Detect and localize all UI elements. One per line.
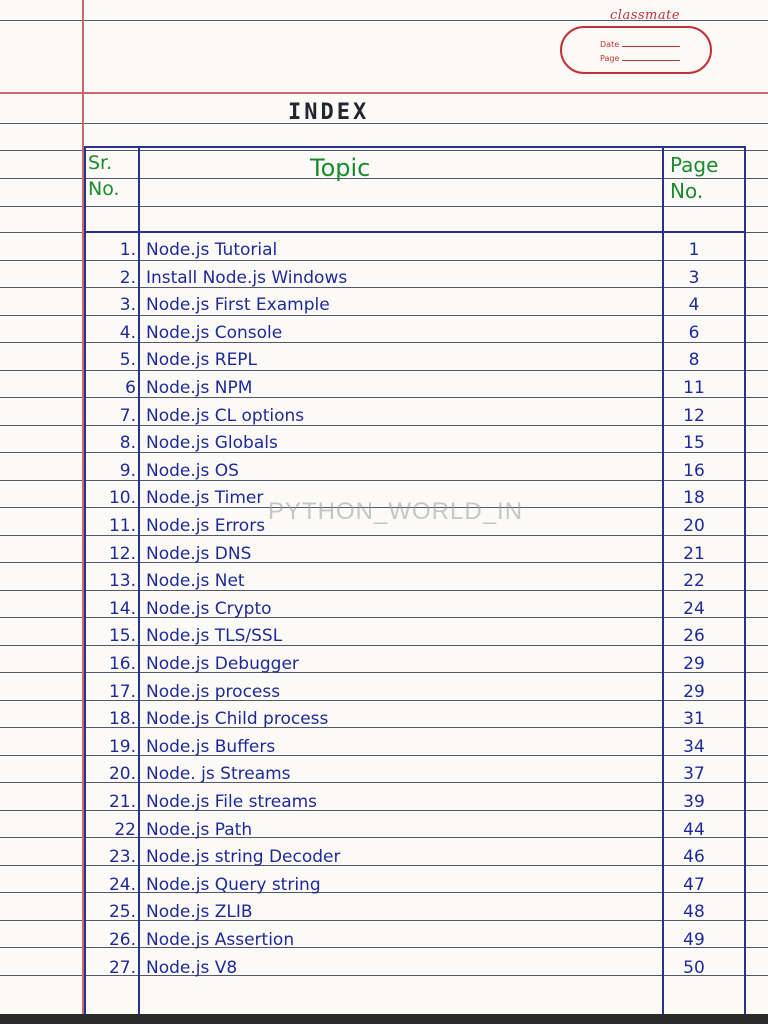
row-number: 22 [114, 820, 136, 840]
row-number: 3. [119, 295, 136, 315]
table-row [0, 595, 768, 622]
row-topic: Node. js Streams [146, 764, 291, 784]
row-page: 15 [683, 433, 705, 453]
table-row [0, 319, 768, 346]
row-number: 6 [125, 378, 136, 398]
table-header-divider [84, 231, 746, 233]
row-topic: Node.js Crypto [146, 599, 272, 619]
row-number: 27. [108, 958, 136, 978]
row-topic: Node.js CL options [146, 406, 305, 426]
row-page: 34 [683, 737, 705, 757]
brand-date-label: Date [600, 40, 620, 49]
table-row [0, 705, 768, 732]
row-page: 37 [683, 764, 705, 784]
brand-name: classmate [610, 8, 681, 23]
row-topic: Node.js Net [146, 571, 245, 591]
row-number: 11. [108, 516, 136, 536]
row-topic: Node.js Assertion [146, 930, 295, 950]
table-row [0, 816, 768, 843]
table-row [0, 843, 768, 870]
header-serial-line2: No. [88, 178, 120, 200]
header-serial-line1: Sr. [88, 152, 113, 174]
row-page: 50 [683, 958, 705, 978]
row-number: 13. [108, 571, 136, 591]
row-number: 16. [108, 654, 136, 674]
row-page: 20 [683, 516, 705, 536]
row-number: 24. [108, 875, 136, 895]
table-row [0, 622, 768, 649]
row-number: 26. [108, 930, 136, 950]
row-number: 9. [119, 461, 136, 481]
row-topic: Node.js string Decoder [146, 847, 341, 867]
row-topic: Node.js First Example [146, 295, 330, 315]
row-topic: Node.js V8 [146, 958, 238, 978]
table-row [0, 264, 768, 291]
row-topic: Node.js Console [146, 323, 283, 343]
row-topic: Node.js REPL [146, 350, 258, 370]
row-number: 1. [119, 240, 136, 260]
ruled-line [0, 123, 768, 124]
row-number: 25. [108, 902, 136, 922]
row-topic: Node.js Errors [146, 516, 266, 536]
row-number: 19. [108, 737, 136, 757]
page-bottom-edge [0, 1014, 768, 1024]
page-title: INDEX [288, 100, 370, 125]
row-number: 5. [119, 350, 136, 370]
row-topic: Node.js OS [146, 461, 239, 481]
header-serial-number [88, 150, 120, 202]
row-page: 44 [683, 820, 705, 840]
row-topic: Node.js Path [146, 820, 253, 840]
row-page: 12 [683, 406, 705, 426]
row-topic: Install Node.js Windows [146, 268, 348, 288]
row-topic: Node.js Query string [146, 875, 321, 895]
row-page: 4 [688, 295, 700, 315]
row-number: 23. [108, 847, 136, 867]
row-number: 17. [108, 682, 136, 702]
header-page-line1: Page [670, 153, 719, 177]
table-row [0, 374, 768, 401]
row-number: 18. [108, 709, 136, 729]
table-row [0, 650, 768, 677]
top-margin-line [0, 92, 768, 94]
row-page: 49 [683, 930, 705, 950]
ruled-line [0, 206, 768, 207]
row-page: 48 [683, 902, 705, 922]
row-number: 4. [119, 323, 136, 343]
row-page: 29 [683, 682, 705, 702]
row-page: 11 [683, 378, 705, 398]
row-topic: Node.js TLS/SSL [146, 626, 283, 646]
table-row [0, 567, 768, 594]
row-number: 12. [108, 544, 136, 564]
row-page: 18 [683, 488, 705, 508]
row-number: 21. [108, 792, 136, 812]
row-topic: Node.js NPM [146, 378, 253, 398]
table-row [0, 402, 768, 429]
row-topic: Node.js File streams [146, 792, 318, 812]
row-topic: Node.js Globals [146, 433, 278, 453]
row-topic: Node.js Buffers [146, 737, 276, 757]
row-page: 39 [683, 792, 705, 812]
classmate-logo [556, 6, 726, 76]
row-topic: Node.js process [146, 682, 281, 702]
header-page-line2: No. [670, 179, 704, 203]
watermark: PYTHON_WORLD_IN [268, 498, 524, 525]
table-row [0, 457, 768, 484]
row-topic: Node.js Child process [146, 709, 329, 729]
row-page: 21 [683, 544, 705, 564]
row-topic: Node.js Timer [146, 488, 264, 508]
row-topic: Node.js Debugger [146, 654, 299, 674]
row-page: 16 [683, 461, 705, 481]
row-topic: Node.js Tutorial [146, 240, 278, 260]
row-page: 22 [683, 571, 705, 591]
row-page: 47 [683, 875, 705, 895]
row-page: 31 [683, 709, 705, 729]
row-number: 20. [108, 764, 136, 784]
brand-oval [560, 26, 712, 74]
row-page: 6 [688, 323, 700, 343]
row-page: 24 [683, 599, 705, 619]
table-row [0, 346, 768, 373]
table-row [0, 678, 768, 705]
brand-date-field [600, 40, 680, 49]
table-row [0, 236, 768, 263]
table-row [0, 871, 768, 898]
table-row [0, 954, 768, 981]
header-topic: Topic [310, 154, 371, 182]
table-row [0, 926, 768, 953]
brand-page-field [600, 54, 680, 63]
row-number: 2. [119, 268, 136, 288]
row-topic: Node.js ZLIB [146, 902, 253, 922]
table-row [0, 429, 768, 456]
table-row [0, 788, 768, 815]
table-row [0, 898, 768, 925]
table-row [0, 760, 768, 787]
row-number: 8. [119, 433, 136, 453]
table-row [0, 733, 768, 760]
table-border-top [84, 146, 746, 148]
header-page-number [670, 152, 718, 204]
row-page: 3 [688, 268, 700, 288]
row-number: 7. [119, 406, 136, 426]
row-page: 29 [683, 654, 705, 674]
row-page: 26 [683, 626, 705, 646]
row-number: 10. [108, 488, 136, 508]
row-page: 8 [688, 350, 700, 370]
row-number: 14. [108, 599, 136, 619]
table-row [0, 540, 768, 567]
table-row [0, 291, 768, 318]
row-topic: Node.js DNS [146, 544, 252, 564]
row-page: 1 [688, 240, 700, 260]
row-number: 15. [108, 626, 136, 646]
brand-page-label: Page [600, 54, 620, 63]
row-page: 46 [683, 847, 705, 867]
